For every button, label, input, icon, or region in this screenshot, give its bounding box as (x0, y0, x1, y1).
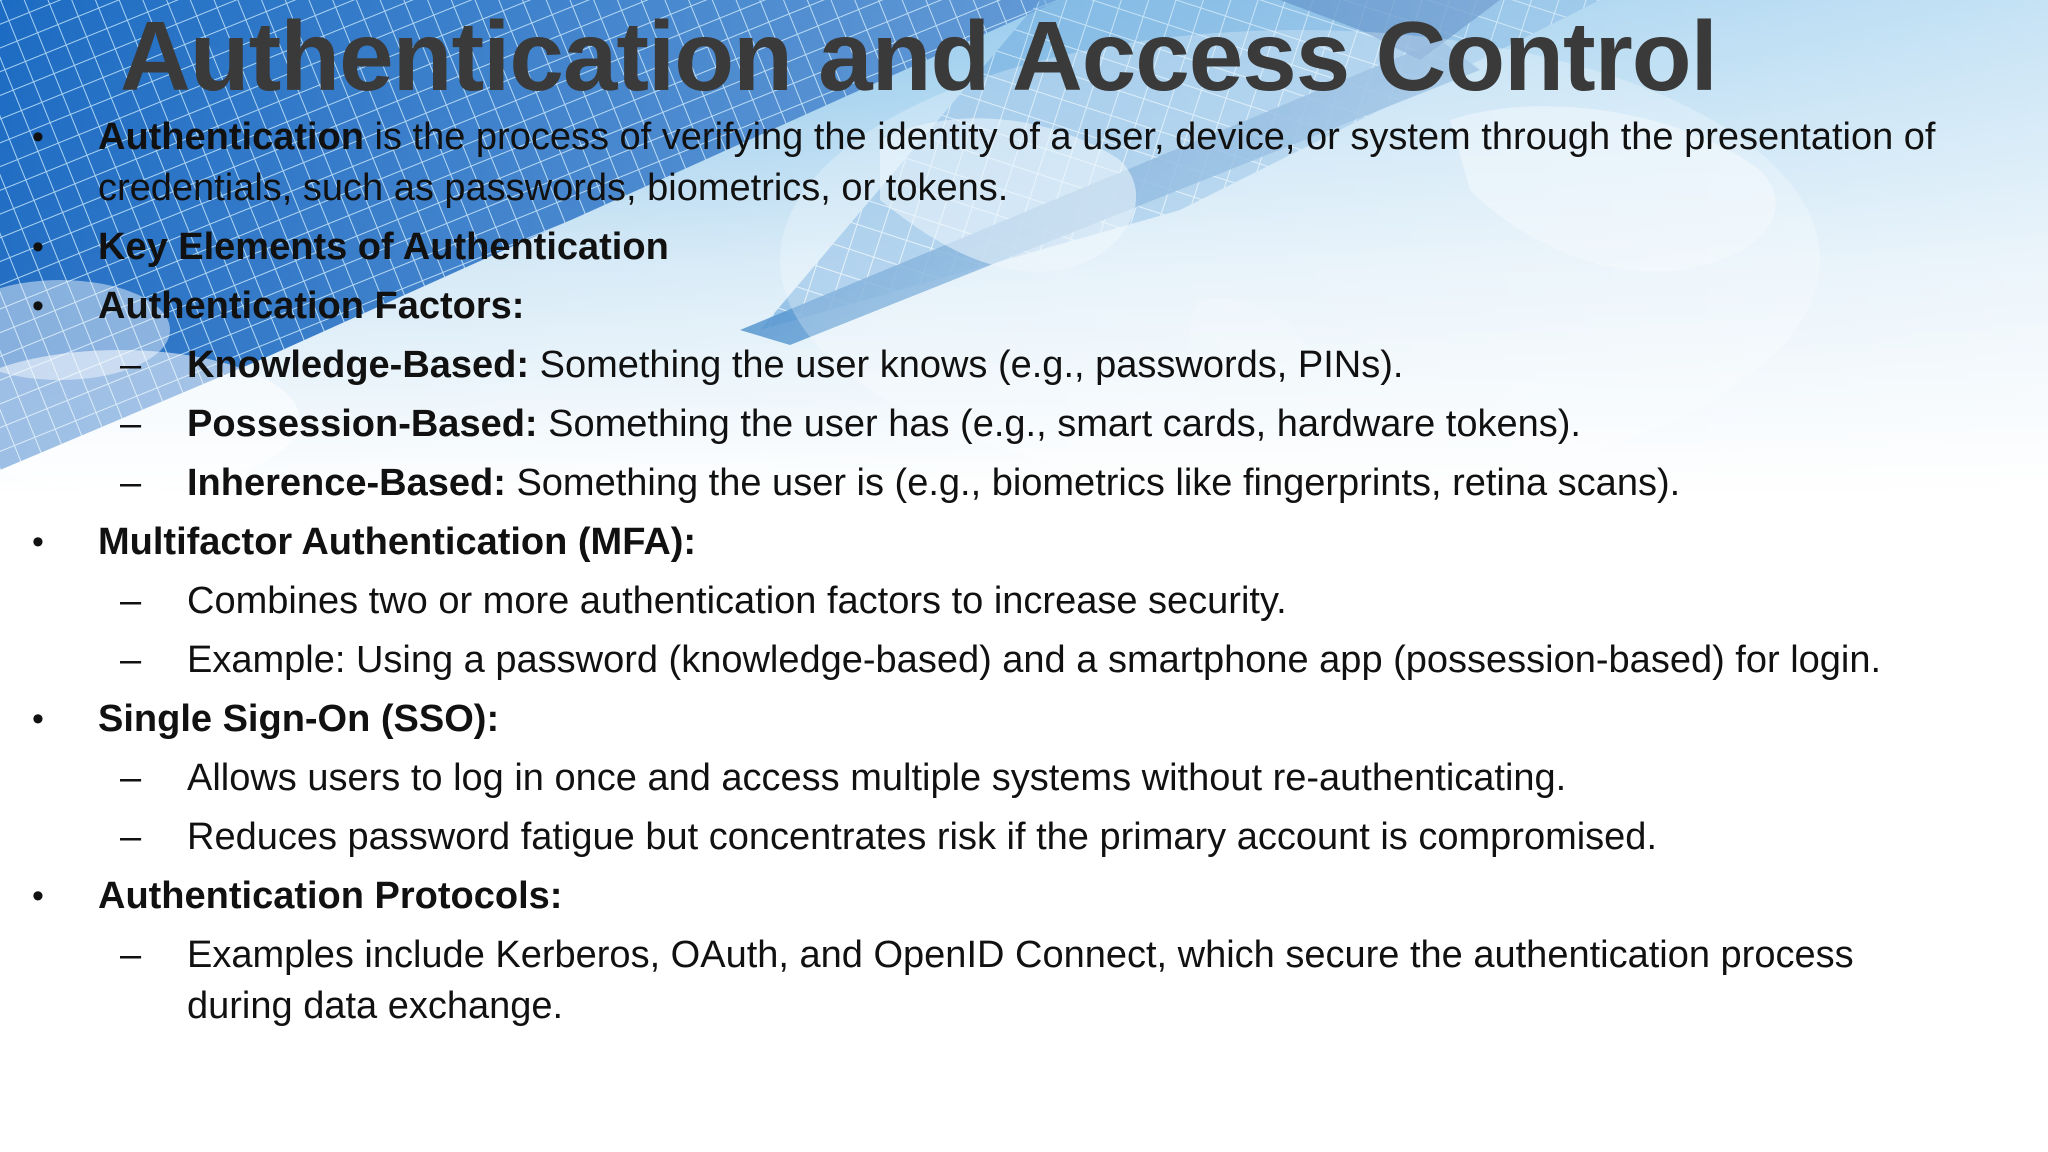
intro-text: is the process of verifying the identity of a user, device, or system through the presentation of credentials, such as passwords, biometrics, or tokens. (98, 116, 1936, 209)
bullet-key-elements (0, 222, 2048, 273)
factors-heading: Authentication Factors: (98, 285, 525, 327)
sso-item (0, 753, 2048, 804)
factor-inherence (0, 458, 2048, 509)
sso-heading: Single Sign-On (SSO): (98, 698, 500, 740)
bullet-mfa (0, 517, 2048, 568)
dash-marker: – (120, 580, 142, 622)
mfa-item (0, 576, 2048, 627)
bullet-intro (0, 112, 2048, 214)
slide-body (0, 112, 2048, 1032)
sso-item-text: Reduces password fatigue but concentrates risk if the primary account is compromised. (187, 816, 1657, 858)
key-elements-heading: Key Elements of Authentication (98, 226, 669, 268)
bullet-marker: • (32, 228, 44, 266)
factor-text: Something the user knows (e.g., passwords, PINs). (529, 344, 1404, 386)
mfa-item-text: Example: Using a password (knowledge-based) and a smartphone app (possession-based) for login. (187, 639, 1882, 681)
dash-marker: – (120, 462, 142, 504)
mfa-item-text: Combines two or more authentication factors to increase security. (187, 580, 1287, 622)
factor-text: Something the user has (e.g., smart cards, hardware tokens). (537, 403, 1581, 445)
protocols-item (0, 930, 2048, 1032)
mfa-item (0, 635, 2048, 686)
dash-marker: – (120, 344, 142, 386)
bullet-marker: • (32, 287, 44, 325)
factor-possession (0, 399, 2048, 450)
bullet-marker: • (32, 523, 44, 561)
protocols-heading: Authentication Protocols: (98, 875, 563, 917)
bullet-marker: • (32, 877, 44, 915)
factor-label: Knowledge-Based: (187, 344, 530, 386)
mfa-heading: Multifactor Authentication (MFA): (98, 521, 697, 563)
bullet-sso (0, 694, 2048, 745)
bullet-protocols (0, 871, 2048, 922)
factor-label: Inherence-Based: (187, 462, 506, 504)
bullet-marker: • (32, 700, 44, 738)
sso-item (0, 812, 2048, 863)
dash-marker: – (120, 639, 142, 681)
dash-marker: – (120, 816, 142, 858)
dash-marker: – (120, 757, 142, 799)
dash-marker: – (120, 403, 142, 445)
factor-label: Possession-Based: (187, 403, 538, 445)
intro-term: Authentication (98, 116, 364, 158)
sso-item-text: Allows users to log in once and access multiple systems without re-authenticating. (187, 757, 1567, 799)
protocols-item-text: Examples include Kerberos, OAuth, and OpenID Connect, which secure the authentication process during data exchange. (187, 934, 1854, 1027)
bullet-marker: • (32, 118, 44, 156)
bullet-factors (0, 281, 2048, 332)
dash-marker: – (120, 934, 142, 976)
factor-text: Something the user is (e.g., biometrics like fingerprints, retina scans). (505, 462, 1681, 504)
factor-knowledge (0, 340, 2048, 391)
slide-title: Authentication and Access Control (120, 1, 1717, 111)
